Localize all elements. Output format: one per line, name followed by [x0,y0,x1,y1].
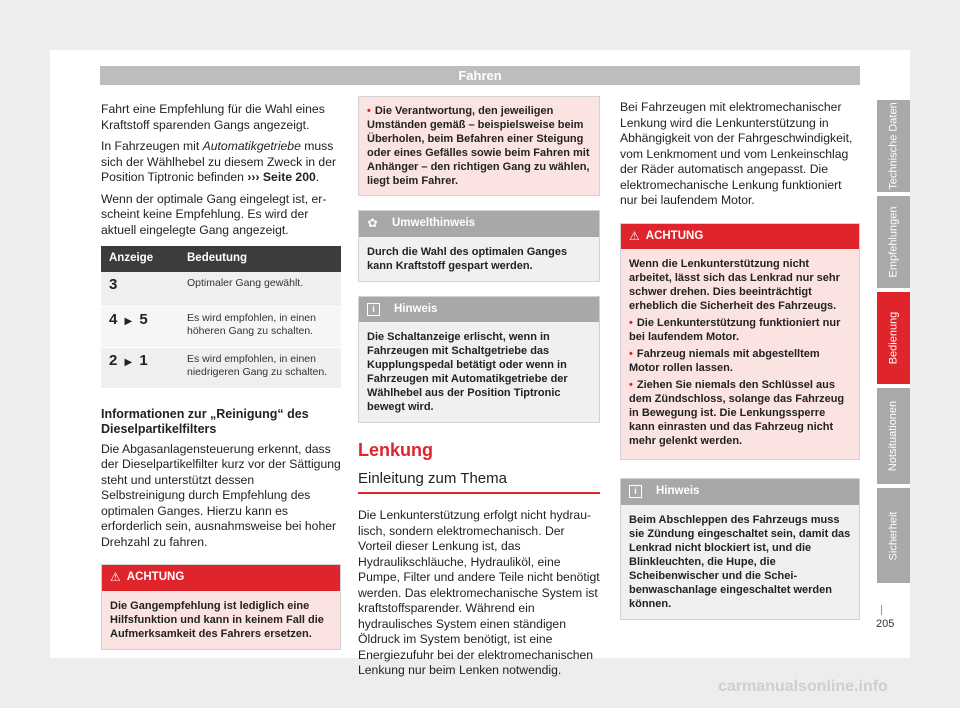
warning-body [621,249,859,459]
automatic-paragraph: In Fahrzeugen mit Automatikgetriebe muss sich der Wählhebel zu diesem Zweck in der Position Tiptronic befinden ››› Seite 200. [101,139,337,184]
arrow-right-icon: ▶ [124,356,133,368]
environment-box [358,210,600,282]
table-header-anzeige: Anzeige [101,246,179,272]
gear-meaning: Optimaler Gang gewählt. [179,272,341,307]
warning-header [621,224,859,250]
tab-empfehlungen[interactable]: Empfehlungen [877,196,910,288]
page-number: 205 [876,618,895,630]
gear-indicator: 2 ▶ 1 [101,347,179,388]
table-row [101,347,341,388]
flower-icon: ✿ [367,216,378,231]
page-ref-link[interactable]: ››› Seite 200 [247,170,316,184]
arrow-right-icon: ▶ [124,315,133,327]
warning-label: ACHTUNG [645,229,704,242]
section-title: Lenkung [358,440,433,460]
ref-arrow-icon: ››› [247,170,260,184]
automatic-term: Automatikgetriebe [202,139,301,153]
warning-icon: ⚠ [110,570,121,584]
warning-bullet: • Fahrzeug niemals mit abgestelltem Motor rollen lassen. [629,348,820,374]
hint-label: Hinweis [656,485,700,497]
bullet-icon: • [367,105,371,117]
warning-continuation: • Die Verantwortung, den jeweiligen Umständen gemäß – beispielsweise beim Überholen, beim Befahren einer Steigung oder eines Gefälles sowie beim Fahren mit Anhänger – den richtigen Gang zu wählen, liegt beim Fahrer. [358,96,600,196]
warning-text: Die Gangempfehlung ist lediglich eine Hilfsfunktion und kann in keinem Fall die Aufmerksamkeit des Fahrers ersetzen. [102,591,340,649]
hint-text: Beim Abschleppen des Fahrzeugs muss sie Zündung eingeschaltet sein, damit das Lenkrad nicht blockiert ist, und die Blinkleuchten, die Hupe, die Scheibenwischer und die Scheibenwaschanlage eingeschaltet werden können. [621,505,859,619]
info-icon: i [367,303,380,316]
gear-meaning: Es wird empfohlen, in einen niedrigeren Gang zu schalten. [179,347,341,388]
dpf-heading: Informationen zur „Reinigung“ des Dieselpartikelfilters [101,406,309,436]
bullet-icon: • [629,317,633,329]
environment-text: Durch die Wahl des optimalen Ganges kann Kraftstoff gespart werden. [359,237,599,281]
bullet-icon: • [629,379,633,391]
table-row [101,272,341,307]
table-header-bedeutung: Bedeutung [179,246,341,272]
watermark: carmanualsonline.info [718,678,888,695]
column-3 [620,100,860,620]
warning-bullet: • Ziehen Sie niemals den Schlüssel aus dem Zündschloss, solange das Fahrzeug in Bewegung ist. Die Lenkungssperre kann einrasten und das Fahrzeug nicht mehr gelenkt werden. [629,379,845,447]
gear-indicator: 4 ▶ 5 [101,306,179,347]
intro-paragraph: Fahrt eine Empfehlung für die Wahl eines Kraftstoff sparenden Gangs angezeigt. [101,102,325,132]
gear-meaning: Es wird empfohlen, in einen höheren Gang zu schalten. [179,306,341,347]
warning-label: ACHTUNG [126,571,185,583]
warning-box [620,223,860,461]
warning-icon: ⚠ [629,228,640,243]
page-header: Fahren [100,66,860,85]
tab-technische-daten[interactable]: Technische Daten [877,100,910,192]
dpf-paragraph: Die Abgasanlagensteuerung erkennt, dass der Dieselpartikelfilter kurz vor der Sättigung steht und unterstützt dessen Selbstreinigung durch Empfehlung des optimalen Ganges. Hierzu kann es erforderlich sein, ausnahmsweise bei hoher Drehzahl zu fahren. [101,441,341,549]
warning-header [102,565,340,591]
hint-header [359,297,599,323]
tab-sicherheit[interactable]: Sicherheit [877,488,910,583]
column-1 [101,102,341,650]
hint-box [620,478,860,620]
info-icon: i [629,485,642,498]
environment-label: Umwelthinweis [392,217,476,229]
gear-table [101,246,341,389]
hint-box [358,296,600,424]
bullet-icon: • [629,348,633,360]
subsection-title: Einleitung zum Thema [358,471,600,495]
page-number-divider [881,605,882,615]
column-2 [358,96,600,685]
environment-header [359,211,599,237]
warning-bullet: • Die Lenkunterstützung funktioniert nur bei laufendem Motor. [629,317,841,343]
hint-label: Hinweis [394,302,438,315]
gear-indicator: 3 [101,272,179,307]
table-row [101,306,341,347]
hint-header [621,479,859,505]
tab-bedienung[interactable]: Bedienung [877,292,910,384]
steering-paragraph: Die Lenkunterstützung erfolgt nicht hydraulisch, sondern elektromechanisch. Der Vorteil dieser Lenkung ist, das Hydraulikschläuche, Hydrauliköl, eine Pumpe, Filter und andere Teile nicht benötigt werden. Das elektromechanische System ist kraftstoffsparender. Während ein hydraulisches System einen ständigen Öldruck im System benötigt, ist eine Energiezufuhr bei der elektromechanischen Lenkung nur beim Lenken notwendig. [358,508,600,677]
optimal-gear-paragraph: Wenn der optimale Gang eingelegt ist, erscheint keine Empfehlung. Es wird der aktuell eingelegte Gang angezeigt. [101,191,327,237]
steering-paragraph-2: Bei Fahrzeugen mit elektromechanischer Lenkung wird die Lenkunterstützung in Abhängigkeit von der Fahrgeschwindigkeit, vom Lenkmoment und vom Lenkeinschlag der Räder automatisch angepasst. Die elektromechanische Lenkung funktioniert nur bei laufendem Motor. [620,100,853,207]
warning-intro: Wenn die Lenkunterstützung nicht arbeitet, lässt sich das Lenkrad nur sehr schwer drehen. Dies beeinträchtigt erheblich die Sicherheit des Fahrzeugs. [629,258,840,312]
warning-box [101,564,341,650]
hint-text: Die Schaltanzeige erlischt, wenn in Fahrzeugen mit Schaltgetriebe das Kupplungspedal betätigt oder wenn in Fahrzeugen mit Automatikgetriebe der Wählhebel aus der Position Tiptronic bewegt wird. [359,322,599,422]
tab-notsituationen[interactable]: Notsituationen [877,388,910,484]
